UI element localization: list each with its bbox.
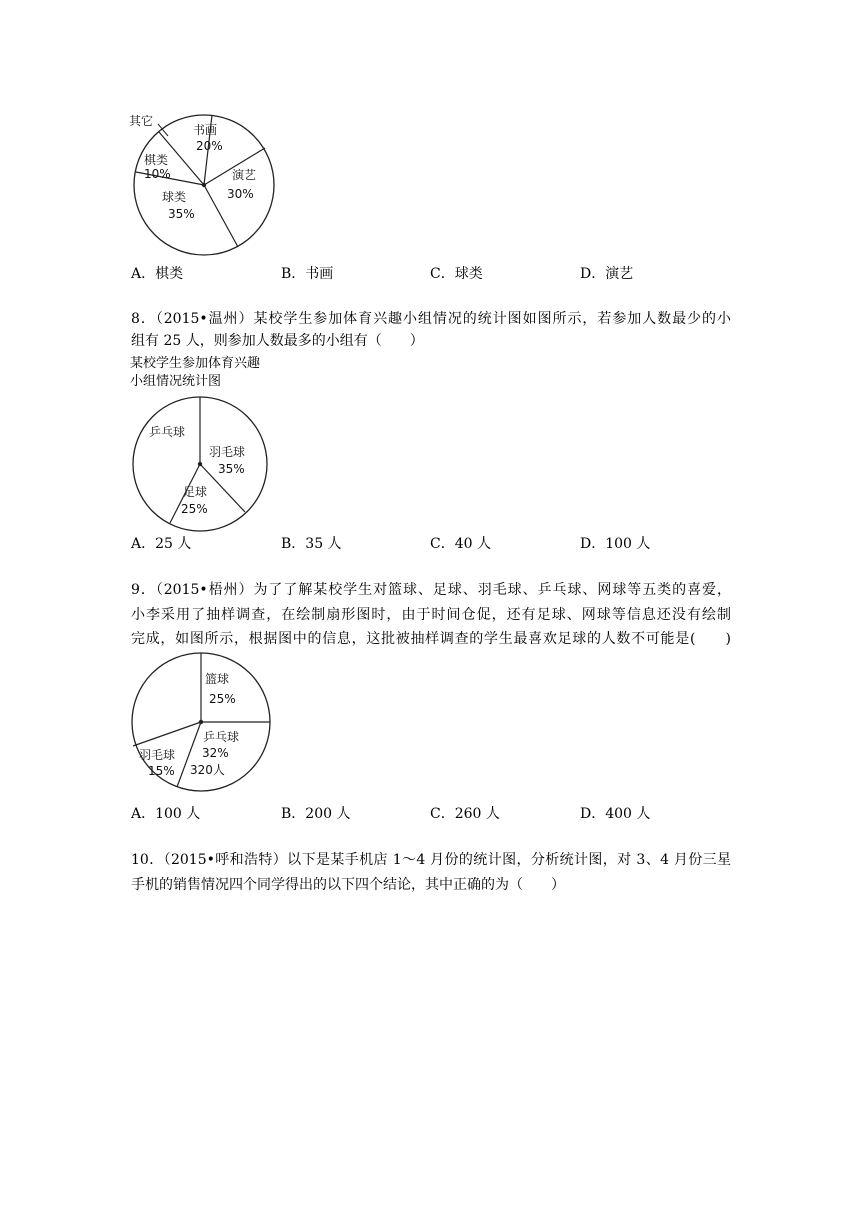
q9-option-a: A．100 人 xyxy=(131,806,201,822)
q8-chart-title-line-2: 小组情况统计图 xyxy=(130,374,222,389)
q7-label-calligraphy: 书画 xyxy=(193,123,218,137)
q8-option-b: B．35 人 xyxy=(281,536,342,552)
q7-value-performing: 30% xyxy=(227,187,254,201)
q7-option-a: A．棋类 xyxy=(131,266,184,282)
q8-option-a: A．25 人 xyxy=(131,536,192,552)
q8-pie-chart xyxy=(125,390,280,538)
q7-option-d: D．演艺 xyxy=(580,266,634,282)
q8-option-d: D．100 人 xyxy=(580,536,651,552)
q9-option-b: B．200 人 xyxy=(281,806,351,822)
q8-label-football: 足球 xyxy=(183,485,208,499)
q8-value-badminton: 35% xyxy=(218,462,245,476)
q7-value-calligraphy: 20% xyxy=(196,139,223,153)
q8-label-pingpong: 乒乓球 xyxy=(149,425,186,439)
q9-slice-boundary xyxy=(133,722,201,746)
q9-option-d: D．400 人 xyxy=(580,806,651,822)
q7-label-ball: 球类 xyxy=(162,190,187,204)
q7-option-b: B．书画 xyxy=(281,266,334,282)
q8-chart-title-line-1: 某校学生参加体育兴趣 xyxy=(130,356,261,371)
q9-label-badminton: 羽毛球 xyxy=(139,748,176,762)
q9-value-basketball: 25% xyxy=(209,692,236,706)
q9-option-c: C．260 人 xyxy=(430,806,500,822)
q8-value-football: 25% xyxy=(181,502,208,516)
q7-pie-chart xyxy=(120,100,290,260)
q9-pie-chart xyxy=(120,645,282,797)
q9-slice-boundary xyxy=(177,722,201,787)
q10-question-line-2: 手机的销售情况四个同学得出的以下四个结论，其中正确的为（ ） xyxy=(131,877,565,893)
q8-pie-center xyxy=(198,462,202,466)
q9-pie-center xyxy=(199,720,203,724)
q7-label-other: 其它 xyxy=(129,114,154,128)
q9-label-basketball: 篮球 xyxy=(205,672,230,686)
q9-label-pingpong: 乒乓球 xyxy=(203,730,240,744)
q9-value-pingpong: 32% xyxy=(202,746,229,760)
q10-question-line-1: 10．（2015•呼和浩特）以下是某手机店 1～4 月份的统计图，分析统计图，对 3、4 月份三星 xyxy=(131,852,731,868)
q8-question-line-1: 8．（2015•温州）某校学生参加体育兴趣小组情况的统计图如图所示，若参加人数最少的小 xyxy=(131,311,731,327)
q7-label-chess: 棋类 xyxy=(144,153,169,167)
q7-label-performing: 演艺 xyxy=(232,168,257,182)
q8-label-badminton: 羽毛球 xyxy=(209,445,246,459)
q9-count-pingpong: 320人 xyxy=(190,763,225,777)
q7-value-chess: 10% xyxy=(144,167,171,181)
q7-option-c: C．球类 xyxy=(430,266,483,282)
q9-question-line-2: 小李采用了抽样调查，在绘制扇形图时，由于时间仓促，还有足球、网球等信息还没有绘制 xyxy=(131,607,731,623)
q8-option-c: C．40 人 xyxy=(430,536,491,552)
q9-question-line-3: 完成，如图所示，根据图中的信息，这批被抽样调查的学生最喜欢足球的人数不可能是( ) xyxy=(131,631,731,647)
q9-value-badminton: 15% xyxy=(148,764,175,778)
q7-value-ball: 35% xyxy=(168,207,195,221)
q7-pie-center xyxy=(202,183,206,187)
q9-question-line-1: 9．（2015•梧州）为了了解某校学生对篮球、足球、羽毛球、乒乓球、网球等五类的喜爱， xyxy=(131,582,731,598)
q8-question-line-2: 组有 25 人，则参加人数最多的小组有（ ） xyxy=(131,333,424,349)
